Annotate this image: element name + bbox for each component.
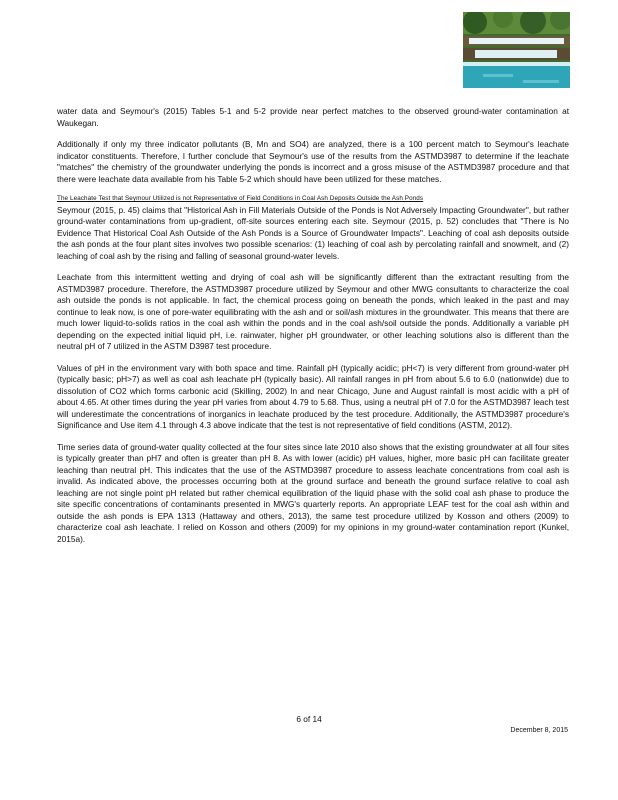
document-body <box>57 106 569 555</box>
waterfall-logo-icon <box>463 12 570 88</box>
footer-date: December 8, 2015 <box>510 727 568 734</box>
paragraph: Time series data of ground-water quality collected at the four sites since late 2010 also shows that the existing groundwater at all four sites is typically greater than pH7 and often is greater than pH 8. As with lower (acidic) pH values, higher, more basic pH can facilitate greater leaching than neutral pH. This indicates that the use of the ASTMD3987 procedure to assess leachate concentrations from coal ash is invalid. As indicated above, the processes occurring both at the ground surface and beneath the ground surface relative to coal ash leaching are not single point pH related but rather chemical equilibration of the liquid phase with the solid coal ash phase to produce the site specific concentrations of contaminants presented in MWG's quarterly reports. An appropriate LEAF test for the coal ash within and outside the ash ponds is EPA 1313 (Hattaway and others, 2013), the same test procedure utilized by Kosson and others (2009) to characterize coal ash leachate. I relied on Kosson and others (2009) for my opinions in my ground-water contamination report (Kunkel, 2015a). <box>57 441 569 544</box>
paragraph: water data and Seymour's (2015) Tables 5-1 and 5-2 provide near perfect matches to the observed ground-water contamination at Waukegan. <box>57 106 569 128</box>
section-heading: The Leachate Test that Seymour Utilized is not Representative of Field Conditions in Coal Ash Deposits Outside the Ash Ponds <box>57 195 424 202</box>
page-number: 6 of 14 <box>296 714 322 724</box>
paragraph: Seymour (2015, p. 45) claims that "Historical Ash in Fill Materials Outside of the Ponds is Not Adversely Impacting Groundwater", but rather ground-water contaminations from up-gradient, off-site sources entering each site. Seymour (2015, p. 52) concludes that "There is No Evidence That Historical Coal Ash Outside of the Ash Ponds is a Source of Groundwater Impacts". Leaching of coal ash deposits outside the ash ponds at the four plant sites involves two possible scenarios: (1) leaching of coal ash by percolating rainfall and snowmelt, and (2) leaching of coal ash by the rising and falling of seasonal ground-water levels. <box>57 204 569 261</box>
paragraph: Additionally if only my three indicator pollutants (B, Mn and SO4) are analyzed, there is a 100 percent match to Seymour's leachate indicator constituents. Therefore, I further conclude that Seymour's use of the results from the ASTMD3987 to determine if the leachate "matches" the chemistry of the groundwater underlying the ponds is incorrect and a gross misuse of the ASTMD3987 procedure and that there were leachate data available from his Table 5-2 which should have been utilized for these matches. <box>57 139 569 184</box>
paragraph: Values of pH in the environment vary with both space and time. Rainfall pH (typically acidic; pH<7) is very different from ground-water pH (typically basic; pH>7) as well as coal ash leachate pH (typically basic). All rainfall ranges in pH from about 5.6 to 6.0 (nationwide) due to dissolution of CO2 which forms carbonic acid (Skilling, 2002) In and near Chicago, June and August rainfall is most acidic with a pH of about 4.65. At other times during the year pH varies from about 4.79 to 5.68. Thus, using a neutral pH of 7.0 for the ASTMD3987 leach test will underestimate the concentrations of inorganics in leachate produced by the test procedure. Additionally, the ASTMD3987 procedure's Significance and Use item 4.1 through 4.3 above indicate that the test is not representative of field conditions (ASTM, 2012). <box>57 362 569 430</box>
paragraph: Leachate from this intermittent wetting and drying of coal ash will be significantly different than the extractant resulting from the ASTMD3987 procedure. Therefore, the ASTMD3987 procedure utilized by Seymour and other MWG consultants to characterize the coal ash outside the ponds is not applicable. In fact, the chemical process going on beneath the ponds, which leaked in the past and may continue to leak now, is one of pore-water equilibrating with the ash and or soil/ash mixtures in the groundwater. This means that there are much lower liquid-to-solids ratios in the coal ash within the ponds and in the coal ash/soil outside the ponds. Additionally a variable pH depending on the expected initial liquid pH, i.e. rainwater, higher pH groundwater, or other leaching solutions also is different than the neutral pH of 7 utilized in the ASTM D3987 test procedure. <box>57 272 569 351</box>
